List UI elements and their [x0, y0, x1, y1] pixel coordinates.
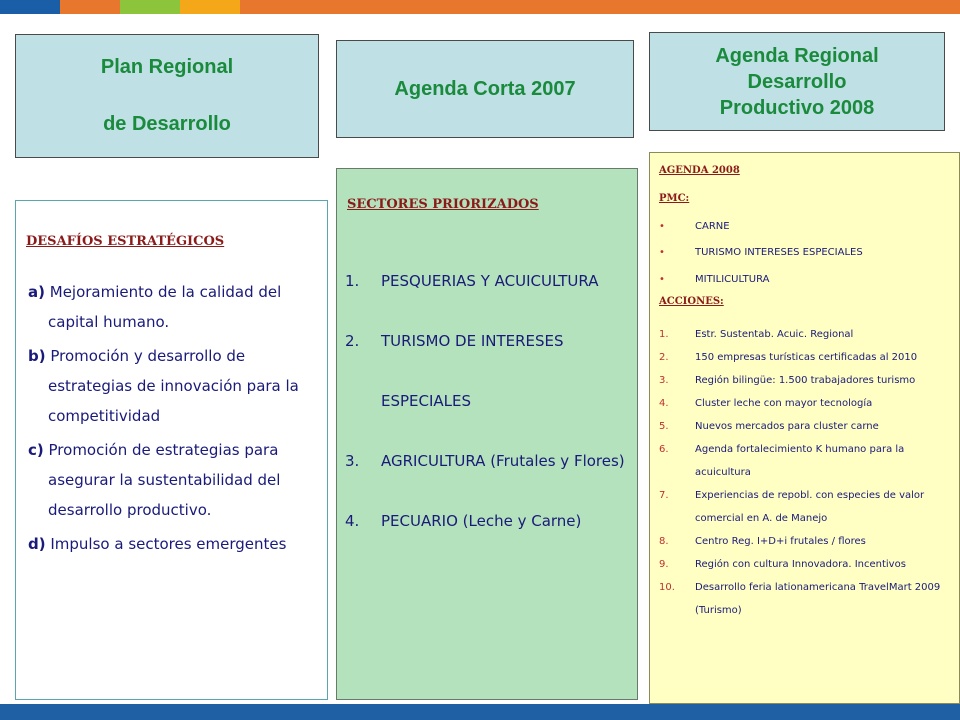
accion-text: Región con cultura Innovadora. Incentivos — [695, 559, 906, 570]
accion-item — [659, 415, 953, 438]
sector-number: 3. — [345, 452, 360, 470]
accion-number: 7. — [659, 490, 669, 501]
sector-text: PECUARIO (Leche y Carne) — [381, 512, 582, 530]
sector-number: 1. — [345, 272, 360, 290]
accion-text: Región bilingüe: 1.500 trabajadores turismo — [695, 375, 916, 386]
sectores-list — [345, 251, 630, 551]
desafio-item — [28, 277, 320, 337]
sector-text: AGRICULTURA (Frutales y Flores) — [381, 452, 625, 470]
desafio-text: Promoción de estrategias para asegurar la sustentabilidad del desarrollo productivo. — [43, 441, 281, 519]
accion-text: Cluster leche con mayor tecnología — [695, 398, 873, 409]
agenda-corta-header — [336, 40, 634, 138]
bullet-icon: • — [659, 274, 665, 285]
acciones-list — [659, 323, 953, 622]
plan-regional-header — [15, 34, 319, 158]
sector-text: TURISMO DE INTERESES ESPECIALES — [381, 332, 564, 410]
agenda-2008-panel — [649, 152, 960, 704]
accion-text: 150 empresas turísticas certificadas al 2010 — [695, 352, 918, 363]
desafio-letter: d) — [28, 535, 46, 553]
accion-text: Experiencias de repobl. con especies de valor comercial en A. de Manejo — [695, 490, 925, 524]
accion-item — [659, 346, 953, 369]
plan-header-line2: de Desarrollo — [103, 113, 231, 135]
top-bar-segment — [240, 0, 960, 14]
accion-number: 8. — [659, 536, 669, 547]
pmc-title: PMC: — [659, 193, 690, 204]
desafio-letter: b) — [28, 347, 46, 365]
top-bar-segment — [180, 0, 240, 14]
sectores-panel — [336, 168, 638, 700]
accion-item — [659, 484, 953, 530]
accion-number: 6. — [659, 444, 669, 455]
accion-number: 9. — [659, 559, 669, 570]
accion-text: Nuevos mercados para cluster carne — [695, 421, 879, 432]
accion-text: Centro Reg. I+D+i frutales / flores — [695, 536, 866, 547]
pmc-text: CARNE — [695, 221, 730, 232]
accion-item — [659, 576, 953, 622]
agenda-2008-title: AGENDA 2008 — [659, 165, 740, 176]
acciones-title: ACCIONES: — [659, 296, 724, 307]
desafio-item — [28, 435, 320, 525]
plan-header-line1: Plan Regional — [100, 56, 234, 78]
sector-text: PESQUERIAS Y ACUICULTURA — [381, 272, 599, 290]
accion-number: 1. — [659, 329, 669, 340]
desafio-letter: a) — [28, 283, 45, 301]
agenda-regional-line3: Productivo 2008 — [719, 96, 875, 119]
pmc-text: TURISMO INTERESES ESPECIALES — [695, 247, 863, 258]
accion-number: 4. — [659, 398, 669, 409]
bullet-icon: • — [659, 247, 665, 258]
accion-item — [659, 392, 953, 415]
agenda-corta-title: Agenda Corta 2007 — [394, 77, 576, 100]
desafios-title: DESAFÍOS ESTRATÉGICOS — [26, 234, 225, 249]
accion-item — [659, 438, 953, 484]
bottom-color-bar — [0, 704, 960, 720]
desafio-text: Promoción y desarrollo de estrategias de innovación para la competitividad — [45, 347, 299, 425]
sector-item — [345, 311, 630, 431]
desafio-letter: c) — [28, 441, 44, 459]
accion-item — [659, 530, 953, 553]
accion-number: 5. — [659, 421, 669, 432]
sector-item — [345, 431, 630, 491]
desafio-item — [28, 529, 320, 559]
accion-item — [659, 369, 953, 392]
accion-number: 2. — [659, 352, 669, 363]
desafio-text: Impulso a sectores emergentes — [45, 535, 287, 553]
top-bar-segment — [60, 0, 120, 14]
desafio-text: Mejoramiento de la calidad del capital humano. — [44, 283, 282, 331]
desafio-item — [28, 341, 320, 431]
agenda-regional-line1: Agenda Regional — [715, 44, 879, 67]
top-bar-segment — [120, 0, 180, 14]
sector-number: 2. — [345, 332, 360, 350]
pmc-item — [659, 274, 769, 285]
pmc-item — [659, 221, 730, 232]
desafios-panel — [15, 200, 328, 700]
accion-text: Estr. Sustentab. Acuic. Regional — [695, 329, 854, 340]
sector-item — [345, 491, 630, 551]
pmc-item — [659, 247, 863, 258]
top-bar-segment — [0, 0, 60, 14]
desafios-list — [28, 277, 320, 563]
accion-number: 3. — [659, 375, 669, 386]
accion-text: Agenda fortalecimiento K humano para la acuicultura — [695, 444, 905, 478]
agenda-regional-line2: Desarrollo — [747, 70, 847, 93]
sector-number: 4. — [345, 512, 360, 530]
accion-number: 10. — [659, 582, 675, 593]
agenda-regional-header — [649, 32, 945, 131]
sectores-title: SECTORES PRIORIZADOS — [347, 197, 539, 212]
bullet-icon: • — [659, 221, 665, 232]
sector-item — [345, 251, 630, 311]
accion-item — [659, 323, 953, 346]
top-color-bar — [0, 0, 960, 14]
accion-item — [659, 553, 953, 576]
accion-text: Desarrollo feria lationamericana TravelMart 2009 (Turismo) — [695, 582, 941, 616]
pmc-text: MITILICULTURA — [695, 274, 770, 285]
